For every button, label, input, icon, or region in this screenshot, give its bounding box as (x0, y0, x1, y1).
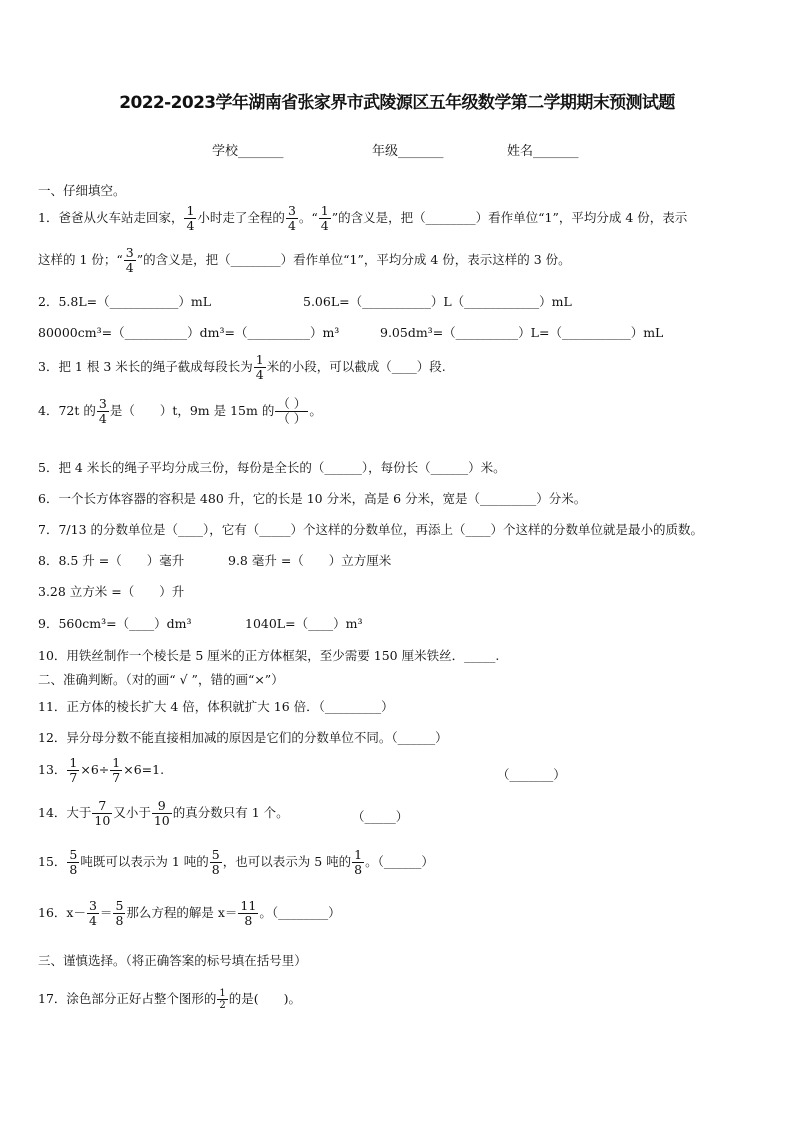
question-14 (38, 799, 289, 828)
fraction: $\frac{1}{4}$ (186, 203, 195, 233)
q14-text-a: 14．大于 (38, 804, 92, 820)
fraction: $\frac{9}{10}$ (153, 798, 170, 828)
q15-text-b: 吨既可以表示为 1 吨的 (80, 853, 209, 869)
fraction: $\frac{1}{4}$ (320, 203, 329, 233)
q16-text-c: 那么方程的解是 x＝ (126, 904, 238, 920)
question-1-line-1 (38, 204, 687, 233)
q1-text-c: 。“ (298, 209, 318, 225)
question-17 (38, 988, 301, 1011)
name-field: 姓名_______ (507, 144, 579, 159)
fraction: $\frac{1}{8}$ (354, 847, 363, 877)
question-9a: 9．560cm³=（____）dm³ (38, 616, 192, 631)
question-3 (38, 353, 446, 382)
fraction: $\frac{5}{8}$ (69, 847, 78, 877)
q4-text-c: 。 (309, 402, 322, 418)
fraction: $\frac{( )}{( )}$ (277, 396, 307, 426)
q3-text-b: 米的小段，可以截成（____）段. (266, 358, 446, 374)
section-1-heading: 一、仔细填空。 (38, 183, 126, 198)
question-7: 7．7/13 的分数单位是（____），它有（_____）个这样的分数单位，再添上（____）个这样的分数单位就是最小的质数。 (38, 522, 703, 537)
question-2b: 5.06L=（___________）L（____________）mL (303, 294, 572, 309)
fraction: $\frac{11}{8}$ (240, 898, 257, 928)
section-3-heading: 三、谨慎选择。（将正确答案的标号填在括号里） (38, 953, 307, 968)
question-8c: 3.28 立方米 =（ ）升 (38, 584, 185, 599)
fraction: $\frac{3}{4}$ (98, 396, 107, 426)
fraction: $\frac{3}{4}$ (88, 898, 97, 928)
q4-text-a: 4．72t 的 (38, 402, 96, 418)
question-2d: 9.05dm³=（__________）L=（___________）mL (380, 325, 664, 340)
question-8b: 9.8 毫升 =（ ）立方厘米 (228, 553, 392, 568)
school-field: 学校_______ (212, 144, 284, 159)
question-14-answer-blank: （_____） (352, 809, 409, 824)
fraction: $\frac{1}{7}$ (69, 755, 78, 785)
q17-text-b: 的是( )。 (228, 991, 302, 1006)
question-6: 6．一个长方体容器的容积是 480 升，它的长是 10 分米，高是 6 分米，宽是（_________）分米。 (38, 491, 587, 506)
question-1-line-2 (38, 246, 571, 275)
question-15 (38, 848, 434, 877)
q15-text-c: ，也可以表示为 5 吨的 (222, 853, 352, 869)
q13-text-c: ×6=1. (123, 761, 165, 777)
fraction: $\frac{5}{8}$ (211, 847, 220, 877)
question-13-answer-blank: （_______） (497, 767, 566, 782)
question-4 (38, 397, 322, 426)
page-title: 2022-2023学年湖南省张家界市武陵源区五年级数学第二学期期末预测试题 (119, 93, 675, 113)
section-2-heading: 二、准确判断。（对的画“ √ ”，错的画“×”） (38, 672, 284, 687)
question-2a: 2．5.8L=（___________）mL (38, 294, 212, 309)
q4-text-b: 是（ ）t，9m 是 15m 的 (109, 402, 275, 418)
q16-text-b: ＝ (99, 904, 113, 920)
fraction: $\frac{3}{4}$ (287, 203, 296, 233)
q13-text-b: ×6÷ (80, 761, 110, 777)
question-16 (38, 899, 341, 928)
question-8a: 8．8.5 升 =（ ）毫升 (38, 553, 185, 568)
question-9b: 1040L=（____）m³ (245, 616, 363, 631)
q1-text-f: ”的含义是，把（________）看作单位“1”，平均分成 4 份，表示这样的 3 份。 (136, 251, 571, 267)
q15-text-d: 。（______） (365, 853, 434, 869)
q1-text-e: 这样的 1 份；“ (38, 251, 123, 267)
grade-field: 年级_______ (372, 144, 444, 159)
fraction: $\frac{7}{10}$ (94, 798, 111, 828)
q1-text-b: 小时走了全程的 (197, 209, 285, 225)
q16-text-a: 16．x－ (38, 904, 86, 920)
question-10: 10．用铁丝制作一个棱长是 5 厘米的正方体框架，至少需要 150 厘米铁丝．_____. (38, 648, 500, 663)
question-12: 12．异分母分数不能直接相加减的原因是它们的分数单位不同。（______） (38, 730, 448, 745)
question-2c: 80000cm³=（__________）dm³=（__________）m³ (38, 325, 340, 340)
question-5: 5．把 4 米长的绳子平均分成三份，每份是全长的（______），每份长（______）米。 (38, 460, 506, 475)
question-13 (38, 756, 164, 785)
q15-text-a: 15． (38, 853, 67, 869)
q1-text-d: ”的含义是，把（________）看作单位“1”，平均分成 4 份，表示 (331, 209, 688, 225)
q16-text-d: 。（________） (259, 904, 341, 920)
fraction: $\frac{1}{7}$ (112, 755, 121, 785)
q3-text-a: 3．把 1 根 3 米长的绳子截成每段长为 (38, 358, 253, 374)
fraction: $\frac{1}{4}$ (255, 352, 264, 382)
question-11: 11．正方体的棱长扩大 4 倍，体积就扩大 16 倍．（_________） (38, 699, 394, 714)
fraction: $\frac{1}{2}$ (219, 988, 226, 1011)
q17-text-a: 17．涂色部分正好占整个图形的 (38, 991, 217, 1006)
fraction: $\frac{5}{8}$ (115, 898, 124, 928)
q14-text-b: 又小于 (113, 804, 151, 820)
fraction: $\frac{3}{4}$ (125, 245, 134, 275)
q14-text-c: 的真分数只有 1 个。 (172, 804, 289, 820)
q13-text-a: 13． (38, 761, 67, 777)
q1-text-a: 1．爸爸从火车站走回家， (38, 209, 184, 225)
